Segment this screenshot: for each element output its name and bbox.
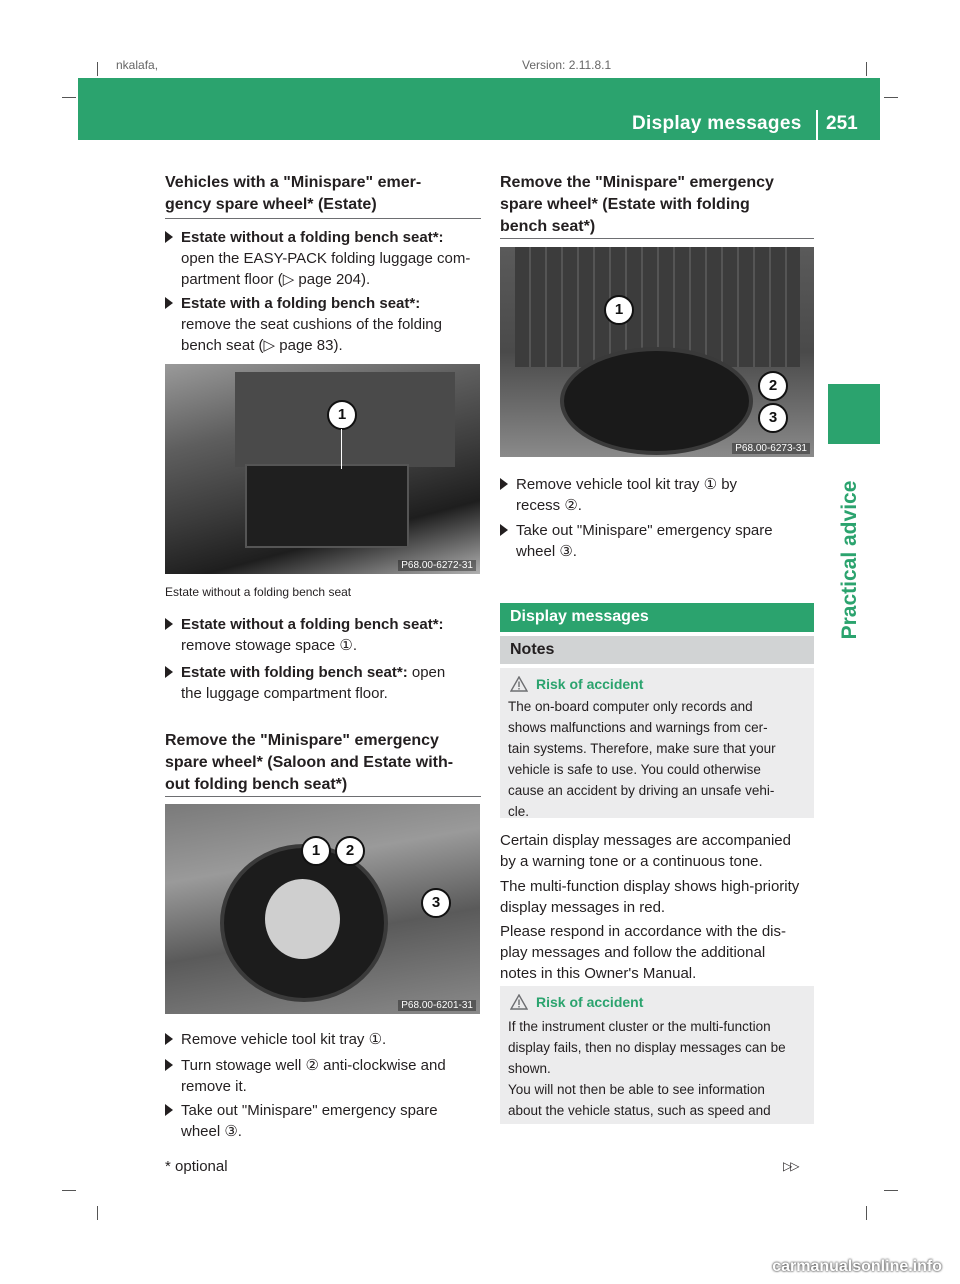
side-tab-label: Practical advice [838, 480, 861, 640]
warning-line: If the instrument cluster or the multi-function [508, 1019, 771, 1034]
section-title: Display messages [510, 608, 649, 625]
step-item [165, 1055, 485, 1097]
paragraph [500, 830, 816, 872]
subsection-title: Notes [510, 641, 555, 658]
photo-code: P68.00-6272-31 [398, 560, 476, 571]
crop-mark [97, 62, 98, 76]
step-item [500, 520, 820, 562]
warning-title: Risk of accident [536, 994, 644, 1010]
heading-line: out folding bench seat*) [165, 776, 348, 793]
warning-line: display fails, then no display messages can be [508, 1040, 786, 1055]
crop-mark [884, 97, 898, 98]
step-line: bench seat (▷ page 83). [181, 337, 343, 354]
paragraph-line: display messages in red. [500, 899, 666, 916]
callout-3: 3 [758, 403, 788, 433]
photo-saloon-spare-wheel [165, 804, 480, 1014]
arrow-icon [165, 1059, 173, 1071]
photo-code: P68.00-6201-31 [398, 1000, 476, 1011]
warning-box [500, 668, 814, 818]
page-title: Display messages [632, 113, 802, 134]
heading-line: Vehicles with a "Minispare" emer- [165, 174, 422, 191]
heading-line: spare wheel* (Saloon and Estate with- [165, 754, 454, 771]
photo-code: P68.00-6273-31 [732, 443, 810, 454]
callout-2: 2 [758, 371, 788, 401]
warning-line: vehicle is safe to use. You could otherwise [508, 762, 761, 777]
heading-line: gency spare wheel* (Estate) [165, 196, 377, 213]
step-line: Remove vehicle tool kit tray ① by [516, 476, 738, 493]
warning-line: shown. [508, 1061, 551, 1076]
heading-minispare-estate-folding [500, 172, 820, 238]
warning-line: You will not then be able to see information [508, 1082, 765, 1097]
crop-mark [97, 1206, 98, 1220]
step-line: Remove vehicle tool kit tray ①. [181, 1031, 387, 1048]
heading-line: spare wheel* (Estate with folding [500, 196, 750, 213]
photo-caption: Estate without a folding bench seat [165, 585, 352, 599]
heading-line: bench seat*) [500, 218, 596, 235]
paragraph-line: Certain display messages are accompanied [500, 832, 791, 849]
step-item [165, 1029, 485, 1050]
crop-mark [62, 1190, 76, 1191]
arrow-icon [165, 1033, 173, 1045]
callout-2: 2 [335, 836, 365, 866]
crop-mark [866, 62, 867, 76]
header-separator [816, 110, 818, 140]
step-line: wheel ③. [181, 1123, 242, 1140]
warning-line: tain systems. Therefore, make sure that your [508, 741, 776, 756]
warning-title: Risk of accident [536, 676, 644, 692]
step-line: remove the seat cushions of the folding [181, 316, 442, 333]
callout-1: 1 [327, 400, 357, 430]
photo-hub [265, 879, 340, 959]
step-lead: Estate with a folding bench seat*: [181, 295, 421, 312]
step-line: remove it. [181, 1078, 247, 1095]
paragraph-line: notes in this Owner's Manual. [500, 965, 697, 982]
paragraph [500, 921, 816, 984]
continue-arrows-icon: ▷▷ [783, 1159, 798, 1173]
step-line: wheel ③. [516, 543, 577, 560]
heading-minispare-saloon [165, 730, 485, 796]
heading-rule [165, 218, 481, 219]
photo-well [245, 464, 409, 548]
side-tab-band [828, 384, 880, 444]
step-line: remove stowage space ①. [181, 637, 358, 654]
step-line: recess ②. [516, 497, 582, 514]
page-number: 251 [826, 113, 858, 134]
warning-line: cle. [508, 804, 530, 819]
arrow-icon [165, 618, 173, 630]
watermark: carmanualsonline.info [772, 1258, 942, 1275]
step-item [165, 293, 485, 356]
callout-1: 1 [301, 836, 331, 866]
step-line: Take out "Minispare" emergency spare [516, 522, 773, 539]
heading-line: Remove the "Minispare" emergency [165, 732, 439, 749]
step-item [165, 227, 485, 290]
photo-estate-folding-spare-wheel [500, 247, 814, 457]
arrow-icon [165, 1104, 173, 1116]
arrow-icon [165, 297, 173, 309]
warning-text [508, 696, 810, 822]
photo-estate-luggage-floor [165, 364, 480, 574]
paragraph-line: by a warning tone or a continuous tone. [500, 853, 763, 870]
warning-triangle-icon [510, 994, 528, 1010]
photo-tyre [560, 347, 753, 455]
warning-triangle-icon [510, 676, 528, 692]
step-line: open the EASY-PACK folding luggage com- [181, 250, 471, 267]
warning-line: shows malfunctions and warnings from cer- [508, 720, 768, 735]
footer-optional-note: * optional [165, 1158, 228, 1175]
step-lead-tail: open [407, 664, 446, 681]
callout-3: 3 [421, 888, 451, 918]
step-lead: Estate without a folding bench seat*: [181, 616, 444, 633]
paragraph-line: play messages and follow the additional [500, 944, 766, 961]
callout-1: 1 [604, 295, 634, 325]
arrow-icon [165, 231, 173, 243]
heading-rule [500, 238, 814, 239]
step-lead: Estate without a folding bench seat*: [181, 229, 444, 246]
step-line: the luggage compartment floor. [181, 685, 388, 702]
callout-leader [341, 429, 342, 469]
step-lead: Estate with folding bench seat*: [181, 664, 408, 681]
heading-line: Remove the "Minispare" emergency [500, 174, 774, 191]
step-item [500, 474, 820, 516]
step-line: Take out "Minispare" emergency spare [181, 1102, 438, 1119]
paragraph [500, 876, 816, 918]
section-header [500, 603, 814, 632]
warning-text [508, 1016, 810, 1121]
heading-rule [165, 796, 481, 797]
warning-line: The on-board computer only records and [508, 699, 753, 714]
step-item [165, 614, 485, 656]
crop-mark [866, 1206, 867, 1220]
arrow-icon [500, 478, 508, 490]
crop-mark [62, 97, 76, 98]
heading-minispare-estate [165, 172, 485, 216]
step-line: partment floor (▷ page 204). [181, 271, 371, 288]
step-item [165, 662, 485, 704]
arrow-icon [500, 524, 508, 536]
warning-box [500, 986, 814, 1124]
print-version: Version: 2.11.8.1 [522, 58, 612, 72]
warning-line: about the vehicle status, such as speed and [508, 1103, 771, 1118]
arrow-icon [165, 666, 173, 678]
paragraph-line: Please respond in accordance with the dis- [500, 923, 786, 940]
step-line: Turn stowage well ② anti-clockwise and [181, 1057, 446, 1074]
subsection-header [500, 636, 814, 664]
crop-mark [884, 1190, 898, 1191]
warning-line: cause an accident by driving an unsafe vehi- [508, 783, 775, 798]
paragraph-line: The multi-function display shows high-priority [500, 878, 800, 895]
print-author: nkalafa, [116, 58, 159, 72]
step-item [165, 1100, 485, 1142]
